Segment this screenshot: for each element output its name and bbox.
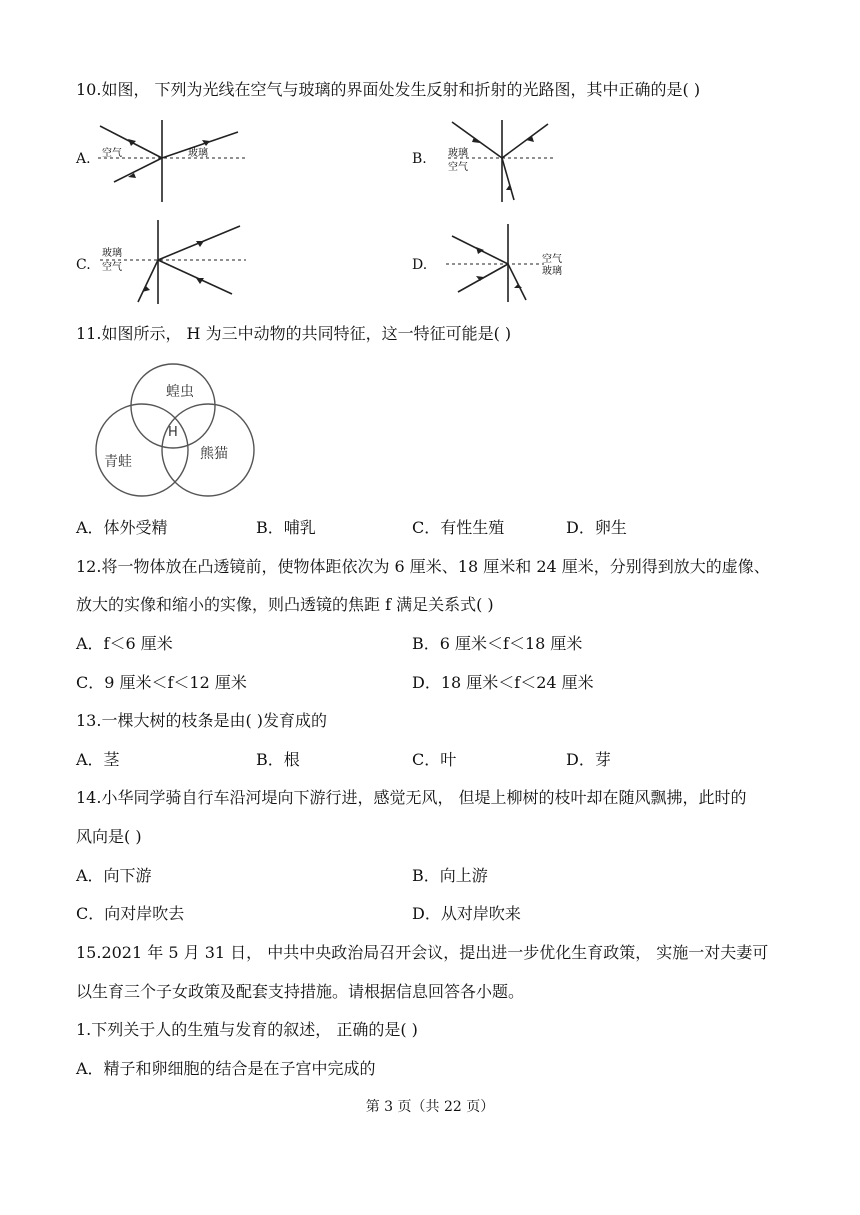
q10-option-b-letter: B. bbox=[412, 151, 427, 167]
q13-option-c: C．叶 bbox=[412, 750, 457, 769]
q13-option-b: B．根 bbox=[256, 750, 300, 769]
q14-option-c: C．向对岸吹去 bbox=[76, 904, 185, 923]
q10-d-bottom-label: 玻璃 bbox=[542, 266, 562, 277]
q10-d-top-label: 空气 bbox=[542, 254, 562, 265]
q10-a-top-label: 空气 bbox=[102, 148, 122, 159]
venn-right-label: 熊猫 bbox=[200, 446, 228, 462]
q11-option-b: B．哺乳 bbox=[256, 518, 316, 537]
q10-diagram-d bbox=[446, 222, 566, 304]
q10-b-bottom-label: 空气 bbox=[448, 162, 468, 173]
q10-option-c-letter: C. bbox=[76, 257, 91, 273]
q13-option-d: D．芽 bbox=[566, 750, 611, 769]
q12-option-a: A．f＜6 厘米 bbox=[76, 634, 173, 653]
q10-a-side-label: 玻璃 bbox=[188, 148, 208, 159]
q11-option-a: A．体外受精 bbox=[76, 518, 168, 537]
q14-option-b: B．向上游 bbox=[412, 866, 488, 885]
venn-left-label: 青蛙 bbox=[104, 454, 132, 470]
q12-line2: 放大的实像和缩小的实像，则凸透镜的焦距 f 满足关系式( ) bbox=[76, 595, 494, 614]
q10-diagram-a bbox=[98, 118, 246, 204]
venn-center-label: H bbox=[168, 425, 178, 440]
q10-option-d-letter: D. bbox=[412, 257, 428, 273]
q12-line1: 12.将一物体放在凸透镜前，使物体距依次为 6 厘米、18 厘米和 24 厘米，分别得到放大的虚像、 bbox=[76, 557, 770, 576]
q13-stem: 13.一棵大树的枝条是由( )发育成的 bbox=[76, 711, 328, 730]
q12-option-d: D．18 厘米＜f＜24 厘米 bbox=[412, 673, 594, 692]
q14-line1: 14.小华同学骑自行车沿河堤向下游行进，感觉无风， 但堤上柳树的枝叶却在随风飘拂，此时的 bbox=[76, 788, 747, 807]
q11-option-c: C．有性生殖 bbox=[412, 518, 505, 537]
q12-option-c: C．9 厘米＜f＜12 厘米 bbox=[76, 673, 247, 692]
q14-option-a: A．向下游 bbox=[76, 866, 152, 885]
q11-venn-diagram bbox=[88, 362, 258, 498]
q11-stem: 11.如图所示， H 为三中动物的共同特征，这一特征可能是( ) bbox=[76, 324, 512, 343]
q10-b-top-label: 玻璃 bbox=[448, 148, 468, 159]
q10-c-bottom-label: 空气 bbox=[102, 262, 122, 273]
q15-sub1-option-a: A．精子和卵细胞的结合是在子宫中完成的 bbox=[76, 1059, 376, 1078]
q15-sub1-stem: 1.下列关于人的生殖与发育的叙述， 正确的是( ) bbox=[76, 1020, 418, 1039]
q10-diagram-b bbox=[448, 118, 560, 204]
q14-line2: 风向是( ) bbox=[76, 827, 142, 846]
venn-top-label: 蝗虫 bbox=[166, 384, 194, 400]
q10-option-a-letter: A. bbox=[76, 151, 91, 167]
q15-line2: 以生育三个子女政策及配套支持措施。请根据信息回答各小题。 bbox=[76, 982, 525, 1001]
q15-line1: 15.2021 年 5 月 31 日， 中共中央政治局召开会议，提出进一步优化生育政策， 实施一对夫妻可 bbox=[76, 943, 769, 962]
page-footer: 第 3 页（共 22 页） bbox=[365, 1099, 495, 1115]
q14-option-d: D．从对岸吹来 bbox=[412, 904, 521, 923]
q11-option-d: D．卵生 bbox=[566, 518, 627, 537]
q12-option-b: B．6 厘米＜f＜18 厘米 bbox=[412, 634, 583, 653]
q13-option-a: A．茎 bbox=[76, 750, 120, 769]
q10-stem: 10.如图， 下列为光线在空气与玻璃的界面处发生反射和折射的光路图，其中正确的是( ) bbox=[76, 80, 701, 99]
q10-diagram-c bbox=[100, 218, 250, 306]
q10-c-top-label: 玻璃 bbox=[102, 248, 122, 259]
